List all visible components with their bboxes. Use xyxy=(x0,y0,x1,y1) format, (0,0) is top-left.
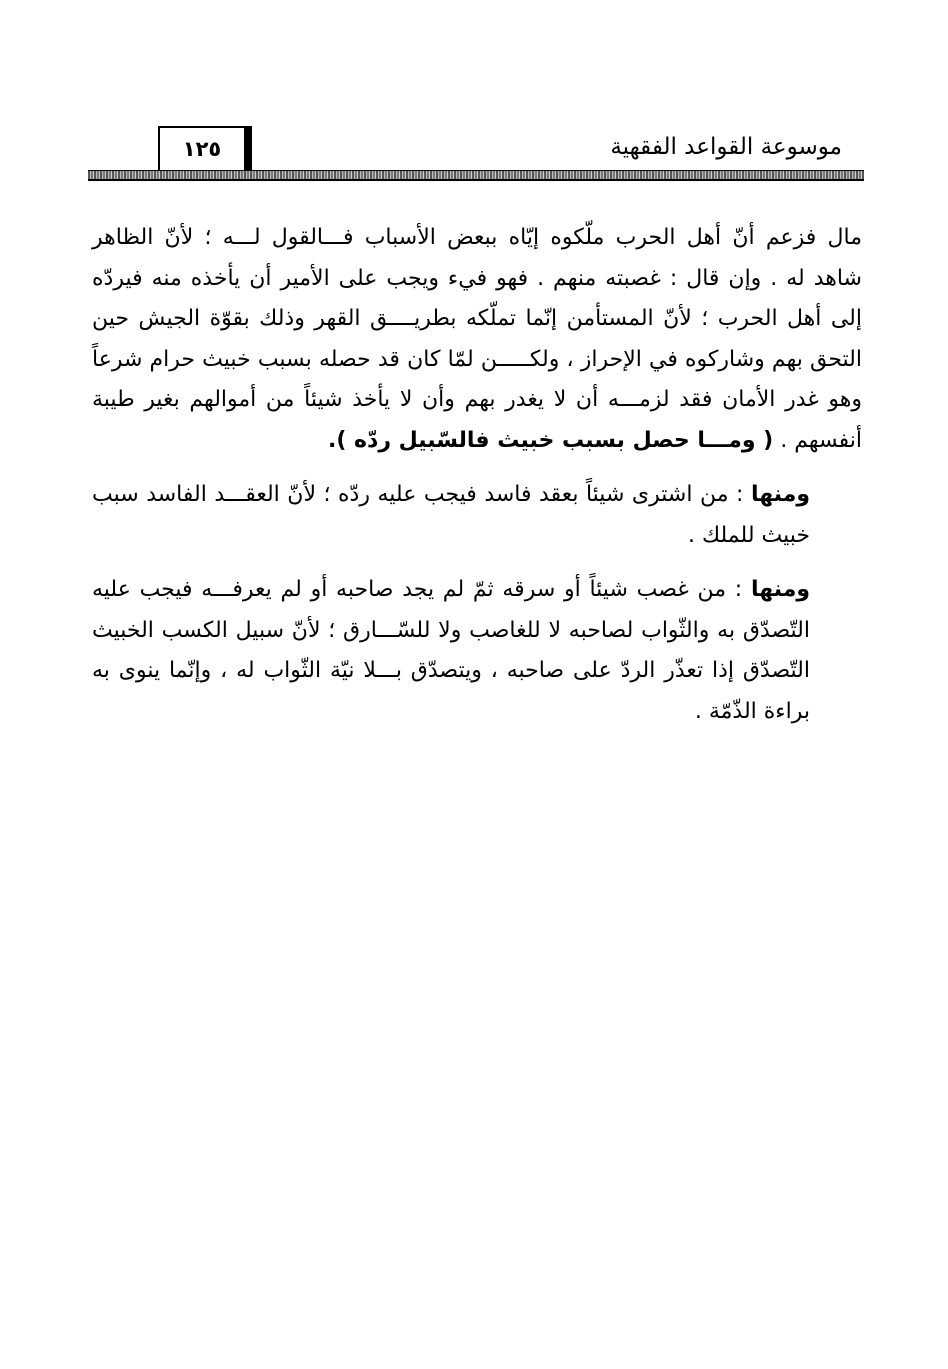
paragraph-1 xyxy=(92,218,862,461)
paragraph-3-text: : من غصب شيئاً أو سرقه ثمّ لم يجد صاحبه أو لم يعرفـــه فيجب عليه التّصدّق به والثّواب لصاحبه لا للغاصب ولا للسّـــارق ؛ لأنّ سبيل الكسب الخبيث التّصدّق إذا تعذّر الردّ على صاحبه ، ويتصدّق بـــلا نيّة الثّواب له ، وإنّما ينوى به براءة الذّمّة . xyxy=(92,577,810,724)
page-number-box xyxy=(158,126,246,172)
page-number: ١٢٥ xyxy=(182,137,222,161)
paragraph-2 xyxy=(92,475,862,556)
paragraph-3 xyxy=(92,570,862,732)
paragraph-1-text: مال فزعم أنّ أهل الحرب ملّكوه إيّاه ببعض الأسباب فـــالقول لـــه ؛ لأنّ الظاهر شاهد له . وإن قال : غصبته منهم . فهو فيء ويجب على الأمير أن يأخذه منه فيردّه إلى أهل الحرب ؛ لأنّ المستأمن إنّما تملّكه بطريــــق القهر وذلك بقوّة الجيش حين التحق بهم وشاركوه في الإحراز ، ولكـــــن لمّا كان قد حصله بسبب خبيث حرام شرعاً وهو غدر الأمان فقد لزمـــه أن لا يغدر بهم وأن لا يأخذ شيئاً من أموالهم بغير طيبة أنفسهم . xyxy=(92,225,862,453)
paragraph-1-rule-statement: ( ومـــا حصل بسبب خبيث فالسّبيل ردّه ). xyxy=(327,427,774,453)
paragraph-2-lead: ومنها xyxy=(750,482,810,507)
header-rule xyxy=(88,170,864,181)
body-text xyxy=(92,218,862,732)
paragraph-2-text: : من اشترى شيئاً بعقد فاسد فيجب عليه ردّه ؛ لأنّ العقـــد الفاسد سبب خبيث للملك . xyxy=(92,482,810,548)
page-header xyxy=(88,126,864,178)
paragraph-3-lead: ومنها xyxy=(750,577,810,602)
book-title: موسوعة القواعد الفقهية xyxy=(610,134,842,160)
